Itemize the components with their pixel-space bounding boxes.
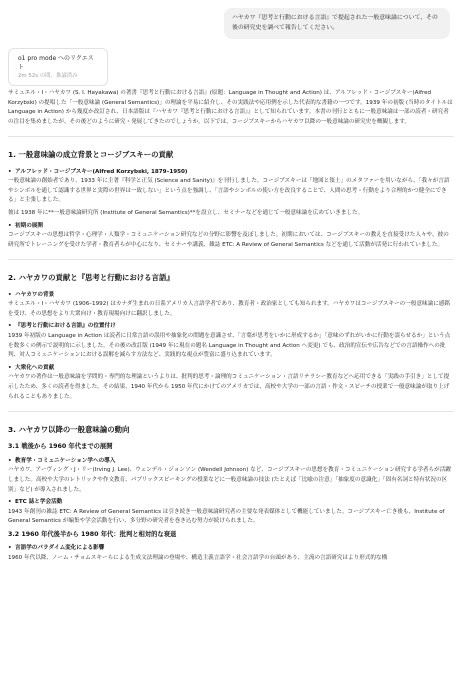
bullet-body: ハヤカワの著作は一般意味論を学問的・専門的な理論というよりは、批判的思考・論理的コミュニケーション・言語リテラシー教育などへ応用できる「実践の手引き」として提示したため、多くの読者を得ました。その結果、1940 年代から 1950 年代にかけてのアメリカでは、高校や大学の一部の言語・作文・スピーチの授業で一般意味論が取り上げられることもありました。	[8, 374, 450, 400]
bullet-title-text: アルフレッド・コージブスキー(Alfred Korzybski, 1879–1950)	[15, 168, 188, 175]
bullet-title-text: 大衆化への貢献	[15, 364, 55, 371]
bullet-body: 1943 年創刊の雑誌 ETC: A Review of General Semantics は引き続き一般意味論研究者の主要な発表媒体として機能していました。コージブスキー亡き後も、Institute of General Semantics が編集や学会活動を行い、多分野の研究者を巻き込む努力が続けられました。	[8, 508, 445, 525]
bullet-title-text: 教育学・コミュニケーション学への導入	[15, 457, 116, 464]
section-3-heading: 3. ハヤカワ以降の一般意味論の動向	[8, 425, 130, 435]
subsection-heading: 3.1 戦後から 1960 年代までの展開	[8, 443, 113, 451]
bullet-body: サミュエル・I・ハヤカワ (1906–1992) はカナダ生まれの日系アメリカ人言語学者であり、教育者・政治家としても知られます。ハヤカワはコージブスキーの一般意味論に感銘を受け、その思想をより大衆向け・教育現場向けに翻訳しました。	[8, 301, 451, 317]
assistant-response	[8, 89, 454, 567]
bullet-title: • 言語学のパラダイム変化による影響	[8, 545, 105, 552]
bullet-title-text: ETC 誌と学会活動	[15, 499, 63, 506]
bullet-body: 1960 年代以降、ノーム・チョムスキーらによる生成文法理論の登場や、構造主義言語学・社会言語学の台頭があり、主流の言語研究はより形式的な構	[8, 555, 388, 562]
bullet-title-text: 初期の展開	[15, 222, 43, 229]
request-card-meta: 2m 52s の間、推論済み	[18, 73, 78, 79]
bullet-body: 一般意味論の創始者であり、1933 年に主著『科学と正気 (Science and Sanity)』を刊行しました。コージブスキーは「地図と領土」のメタファーを用いながら、「我々が言語やシンボルを通して認識する世界と実際の世界は一致しない」という点を強調し、「言語やシンボルの使い方を改良することで、人間の思考・行動をより合理的かつ健全にできる」と主張しました。	[8, 178, 450, 204]
bullet-body: ハヤカワ、アーヴィング・J・リー(Irving J. Lee)、ウェンデル・ジョンソン (Wendell Johnson) など、コージブスキーの思想を教育・コミュニケーション研究する学者らが活躍しました。高校や大学のレトリックや作文教育、パブリックスピーキングの授業などに一般意味論の技法 (たとえば「比喩の注意」「抽象度の意識化」「固有名詞と特有状況の区別」など) が導入されました。	[8, 467, 451, 493]
subsection-heading: 3.2 1960 年代後半から 1980 年代：批判と相対的な衰退	[8, 531, 177, 539]
bullet-body: 1939 年初版の Language in Action は読者に日常言語の誤用や抽象化の問題を意識させ、「言葉が思考をいかに形成するか」「意味のずれがいかに行動を誤らせるか」という点を数多くの例示で説明的に示しました。その後の改訂版 (1949 年に現在の題名 Language in Thought and Action へ変更) でも、政治的宣伝や広告などでの言語操作への批判、対人コミュニケーションにおける誤解を減らす方法など、実践的な視点が豊富に盛り込まれています。	[8, 332, 451, 359]
bullet-title: • 教育学・コミュニケーション学への導入	[8, 457, 116, 464]
bullet-title: • 初期の展開	[8, 222, 43, 229]
bullet-title-text: 言語学のパラダイム変化による影響	[15, 545, 105, 552]
bullet-title: • ETC 誌と学会活動	[8, 499, 63, 506]
section-2-heading: 2. ハヤカワの貢献と『思考と行動における言語』	[8, 273, 174, 283]
user-message-bubble	[224, 8, 450, 39]
request-card-title: o1 pro mode へのリクエスト	[18, 55, 94, 71]
bullet-title: • ハヤカワの背景	[8, 291, 55, 298]
user-message-text: ハヤカワ『思考と行動における言語』で提起された一般意味論について、その後の研究史を調べて報告してください。	[232, 15, 438, 32]
bullet-body: 彼は 1938 年に**一般意味論研究所 (Institute of General Semantics)**を設立し、セミナーなどを通じて一般意味論を広めていきました。	[8, 209, 364, 216]
divider	[8, 411, 454, 412]
bullet-title-text: ハヤカワの背景	[15, 291, 55, 298]
bullet-body: コージブスキーの思想は哲学・心理学・人類学・コミュニケーション研究などの分野に影響を及ぼしました。初期においては、コージブスキーの教えを直接受けた人々や、彼の研究所でトレーニングを受けた学者・教育者らが中心になり、セミナーや講義、雑誌 ETC: A Review of General Semantics などを通して活動が活発に行われていました。	[8, 232, 449, 248]
bullet-title: • 『思考と行動における言語』の位置付け	[8, 323, 116, 330]
intro-paragraph: サミュエル・I・ハヤカワ (S. I. Hayakawa) の著書『思考と行動における言語』(原題：Language in Thought and Action) は、アルフレッド・コージブスキー(Alfred Korzybski) の提唱した「一般意味論 (General Semantics)」の理論を平易に紹介し、その実践法や応用例を示した代表的な書籍の一つです。1939 年の初版 (当時のタイトルは Language in Action) から幾度か改訂され、日本語版は『ハヤカワ『思考と行動における言語』』として知られています。本書の刊行とともに一般意味論は一部の読者・研究者の注目を集めましたが、その後どのように研究・発展してきたのでしょうか。以下では、コージブスキーからハヤカワ以降の一般意味論の研究史を概観します。	[8, 90, 453, 125]
reasoning-request-card[interactable]	[8, 48, 108, 86]
bullet-title-text: 『思考と行動における言語』の位置付け	[15, 323, 116, 330]
section-1-heading: 1. 一般意味論の成立背景とコージブスキーの貢献	[8, 150, 174, 160]
bullet-title: • 大衆化への貢献	[8, 364, 55, 371]
bullet-title: • アルフレッド・コージブスキー(Alfred Korzybski, 1879–1950)	[8, 168, 188, 175]
divider	[8, 259, 454, 260]
divider	[8, 136, 454, 137]
